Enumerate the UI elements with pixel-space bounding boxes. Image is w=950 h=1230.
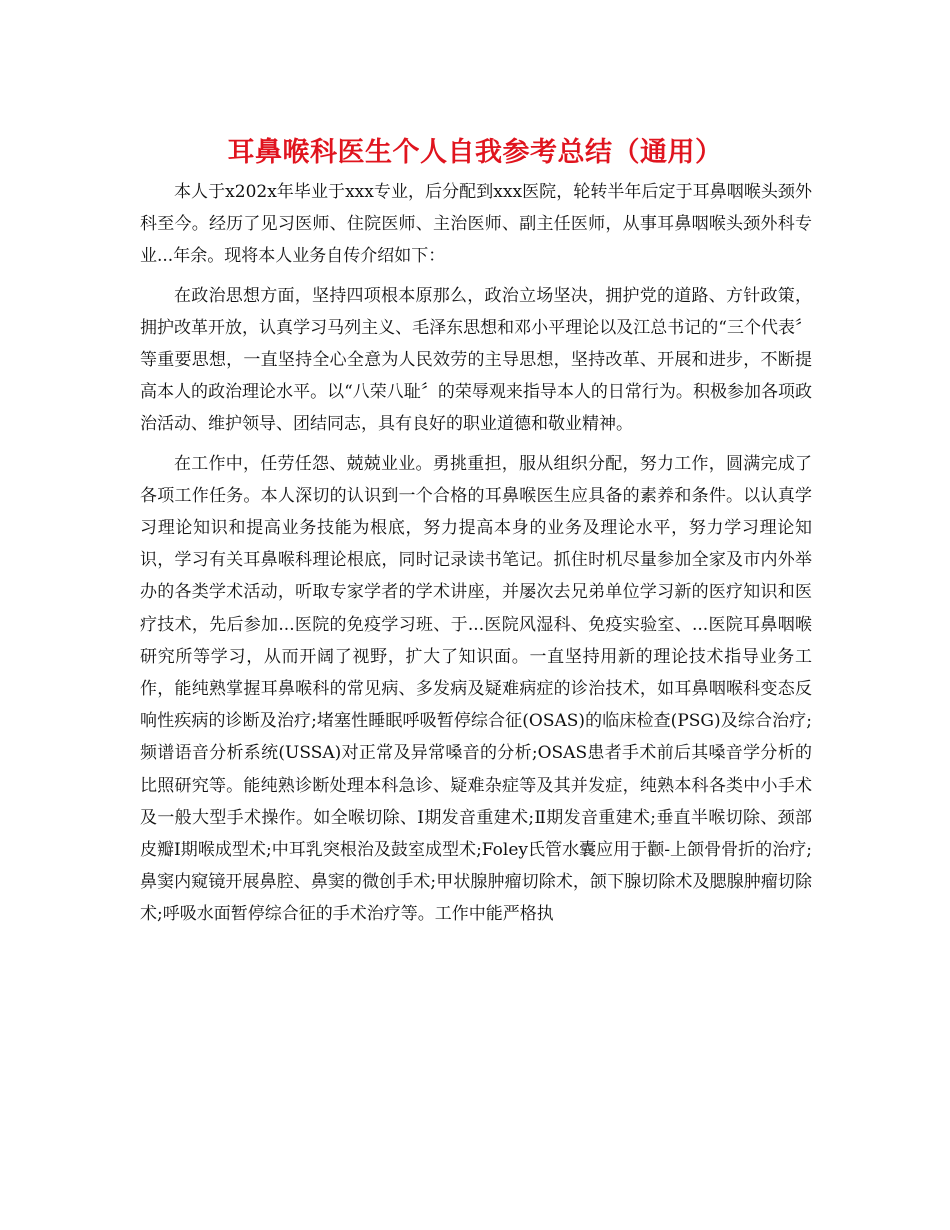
document-body <box>140 176 812 938</box>
document-title: 耳鼻喉科医生个人自我参考总结（通用） <box>227 137 723 168</box>
paragraph-political: 在政治思想方面，坚持四项根本原那么，政治立场坚决，拥护党的道路、方针政策，拥护改革开放，认真学习马列主义、毛泽东思想和邓小平理论以及江总书记的“三个代表〞等重要思想，一直坚持全心全意为人民效劳的主导思想，坚持改革、开展和进步，不断提高本人的政治理论水平。以“八荣八耻〞的荣辱观来指导本人的日常行为。积极参加各项政治活动、维护领导、团结同志，具有良好的职业道德和敬业精神。 <box>140 285 812 435</box>
paragraph-work: 在工作中，任劳任怨、兢兢业业。勇挑重担，服从组织分配，努力工作，圆满完成了各项工作任务。本人深切的认识到一个合格的耳鼻喉医生应具备的素养和条件。以认真学习理论知识和提高业务技能为根底，努力提高本身的业务及理论水平，努力学习理论知识，学习有关耳鼻喉科理论根底，同时记录读书笔记。抓住时机尽量参加全家及市内外举办的各类学术活动，听取专家学者的学术讲座，并屡次去兄弟单位学习新的医疗知识和医疗技术，先后参加...医院的免疫学习班、于...医院风湿科、免疫实验室、...医院耳鼻咽喉研究所等学习，从而开阔了视野，扩大了知识面。一直坚持用新的理论技术指导业务工作，能纯熟掌握耳鼻喉科的常见病、多发病及疑难病症的诊治技术，如耳鼻咽喉科变态反响性疾病的诊断及治疗;堵塞性睡眠呼吸暂停综合征(OSAS)的临床检查(PSG)及综合治疗;频谱语音分析系统(USSA)对正常及异常嗓音的分析;OSAS患者手术前后其嗓音学分析的比照研究等。能纯熟诊断处理本科急诊、疑难杂症等及其并发症，纯熟本科各类中小手术及一般大型手术操作。如全喉切除、Ⅰ期发音重建术;Ⅱ期发音重建术;垂直半喉切除、颈部皮瓣Ⅰ期喉成型术;中耳乳突根治及鼓室成型术;Foley氏管水囊应用于颧-上颌骨骨折的治疗;鼻窦内窥镜开展鼻腔、鼻窦的微创手术;甲状腺肿瘤切除术，颌下腺切除术及腮腺肿瘤切除术;呼吸水面暂停综合征的手术治疗等。工作中能严格执 <box>140 453 812 925</box>
paragraph-intro: 本人于x202x年毕业于xxx专业，后分配到xxx医院，轮转半年后定于耳鼻咽喉头颈外科至今。经历了见习医师、住院医师、主治医师、副主任医师，从事耳鼻咽喉头颈外科专业...年余。现将本人业务自传介绍如下： <box>140 182 812 267</box>
